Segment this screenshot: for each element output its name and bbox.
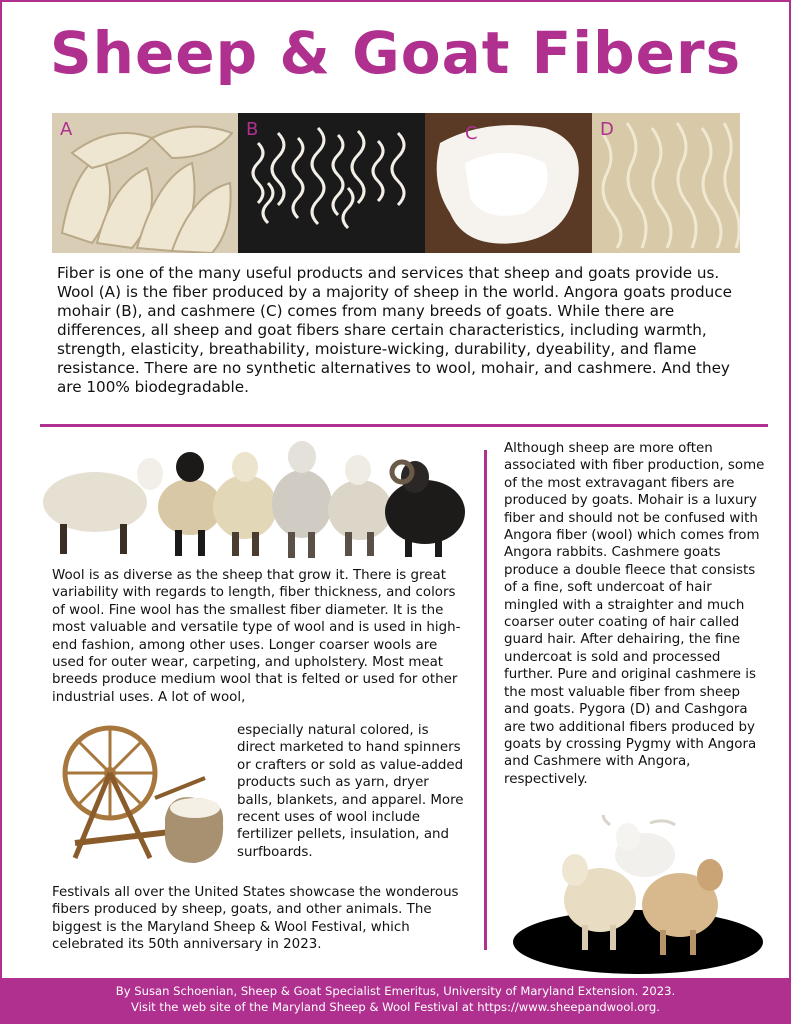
photo-letter: A <box>60 119 73 140</box>
photo-pygora <box>592 113 740 253</box>
goats-illustration <box>510 815 775 975</box>
wool-uses-paragraph: especially natural colored, is direct marketed to hand spinners or crafters or sold as value-added products such as yarn, dryer balls, blankets, and apparel. More recent uses of wool include fertilizer pellets, insulation, and surfboards. <box>237 723 464 860</box>
photo-letter: C <box>465 123 478 144</box>
photo-cashmere <box>425 113 592 253</box>
photo-mohair <box>238 113 425 253</box>
sheep-breeds-illustration <box>40 432 470 562</box>
page-title: Sheep & Goat Fibers <box>49 19 742 87</box>
pygora-fiber-image <box>592 113 740 253</box>
festival-paragraph: Festivals all over the United States showcase the wonderous fibers produced by sheep, goats, and other animals. The biggest is the Maryland Sheep & Wool Festival, which celebrated its 50th anniversary in 2023. <box>52 885 459 953</box>
wool-fleece-image <box>52 113 238 253</box>
section-divider <box>40 424 768 427</box>
intro-paragraph: Fiber is one of the many useful products and services that sheep and goats provide us. Wool (A) is the fiber produced by a majority of sheep in the world. Angora goats produce mohair (B), and cashmere (C) comes from many breeds of goats. While there are differences, all sheep and goat fibers share certain characteristics, including warmth, strength, elasticity, breathability, moisture-wicking, durability, dyeability, and flame resistance. There are no synthetic alternatives to wool, mohair, and cashmere. And they are 100% biodegradable. <box>57 264 732 396</box>
wool-paragraph: Wool is as diverse as the sheep that grow it. There is great variability with regards to length, fiber thickness, and colors of wool. Fine wool has the smallest fiber diameter. It is the most valuable and versatile type of wool and is used in high-end fashion, among other uses. Longer coarser wools are used for outer wear, carpeting, and upholstery. Most meat breeds produce medium wool that is felted or used for other industrial uses. A lot of wool, <box>52 568 461 705</box>
spinning-wheel-illustration <box>55 718 230 868</box>
goat-fiber-paragraph: Although sheep are more often associated with fiber production, some of the most extravagant fibers are produced by goats. Mohair is a luxury fiber and should not be confused with Angora fiber (wool) which comes from Angora rabbits. Cashmere goats produce a double fleece that consists of a fine, soft undercoat of hair mingled with a straighter and much coarser outer coating of hair called guard hair. After dehairing, the fine undercoat is sold and processed further. Pure and original cashmere is the most valuable fiber from sheep and goats. Pygora (D) and Cashgora are two additional fibers produced by goats by crossing Pygmy with Angora and Cashmere with Angora, respectively. <box>504 441 765 787</box>
photo-wool <box>52 113 238 253</box>
fiber-photo-strip <box>52 113 740 253</box>
cashmere-fiber-image <box>425 113 592 253</box>
column-divider <box>484 450 487 950</box>
footer-author-line: By Susan Schoenian, Sheep & Goat Specialist Emeritus, University of Maryland Extension. 2023. <box>115 984 676 998</box>
photo-letter: B <box>246 119 259 140</box>
photo-letter: D <box>600 119 614 140</box>
footer-credits <box>0 978 791 1024</box>
mohair-locks-image <box>238 113 425 253</box>
footer-website-line: Visit the web site of the Maryland Sheep & Wool Festival at https://www.sheepandwool.org. <box>131 1000 660 1014</box>
